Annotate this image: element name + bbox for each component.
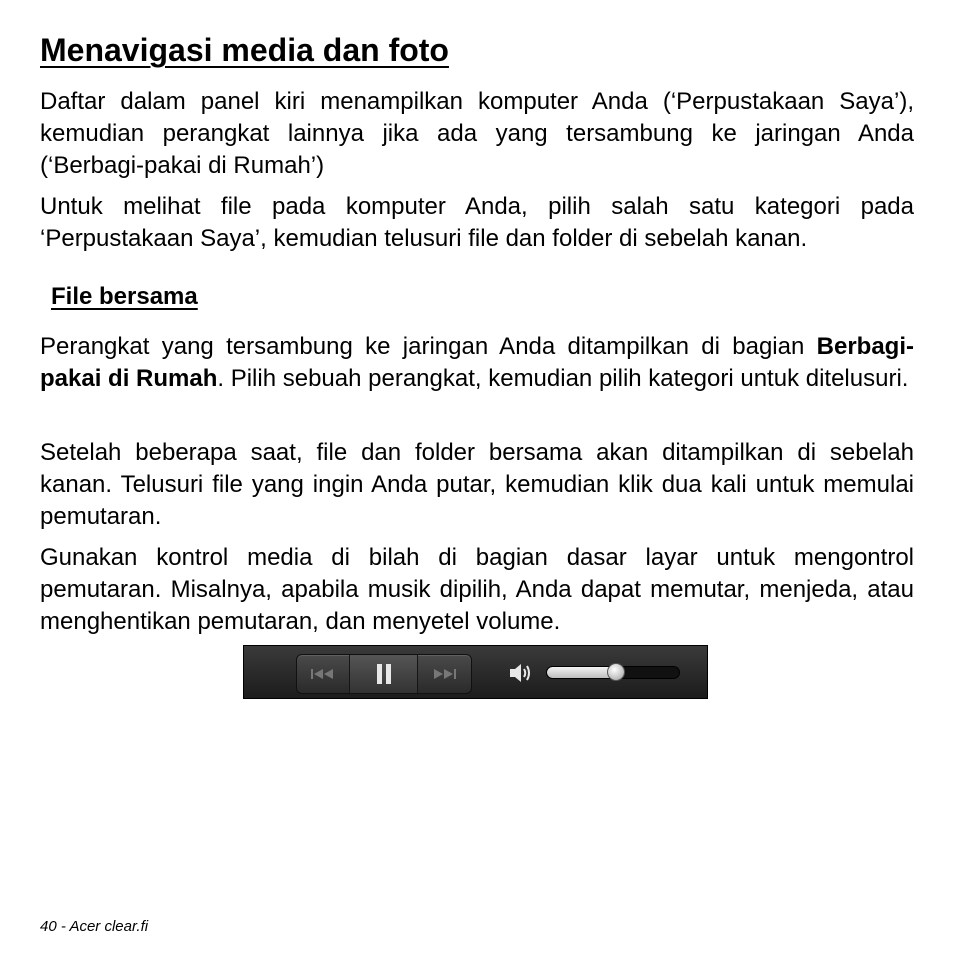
skip-next-icon [431, 668, 457, 680]
section-paragraph-1-start: Perangkat yang tersambung ke jaringan Anda ditampilkan di bagian [40, 333, 817, 360]
pause-icon [376, 664, 392, 684]
section-paragraph-2: Setelah beberapa saat, file dan folder bersama akan ditampilkan di sebelah kanan. Telusuri file yang ingin Anda putar, kemudian klik dua kali untuk memulai pemutaran. [40, 439, 914, 530]
media-control-bar [243, 645, 708, 699]
volume-icon[interactable] [509, 662, 533, 684]
next-button[interactable] [418, 655, 470, 693]
pause-button[interactable] [350, 655, 418, 693]
intro-paragraph-2: Untuk melihat file pada komputer Anda, pilih salah satu kategori pada ‘Perpustakaan Saya’, kemudian telusuri file dan folder di sebelah kanan. [40, 193, 914, 252]
intro-paragraph-1: Daftar dalam panel kiri menampilkan komputer Anda (‘Perpustakaan Saya’), kemudian perangkat lainnya jika ada yang tersambung ke jaringan Anda (‘Berbagi-pakai di Rumah’) [40, 88, 914, 179]
skip-previous-icon [310, 668, 336, 680]
playback-button-group [296, 654, 472, 694]
section-paragraph-1-end: . Pilih sebuah perangkat, kemudian pilih kategori untuk ditelusuri. [217, 365, 909, 392]
page-footer: 40 - Acer clear.fi [40, 918, 149, 935]
section-paragraph-3: Gunakan kontrol media di bilah di bagian dasar layar untuk mengontrol pemutaran. Misalnya, apabila musik dipilih, Anda dapat memutar, menjeda, atau menghentikan pemutaran, dan menyetel volume. [40, 544, 914, 635]
section-heading: File bersama [51, 283, 198, 310]
volume-slider-thumb[interactable] [607, 663, 625, 681]
page-title: Menavigasi media dan foto [40, 32, 449, 68]
previous-button[interactable] [297, 655, 350, 693]
section-paragraph-1 [40, 331, 914, 395]
home-sharing-term: Berbagi-pakai di Rumah [40, 333, 914, 392]
